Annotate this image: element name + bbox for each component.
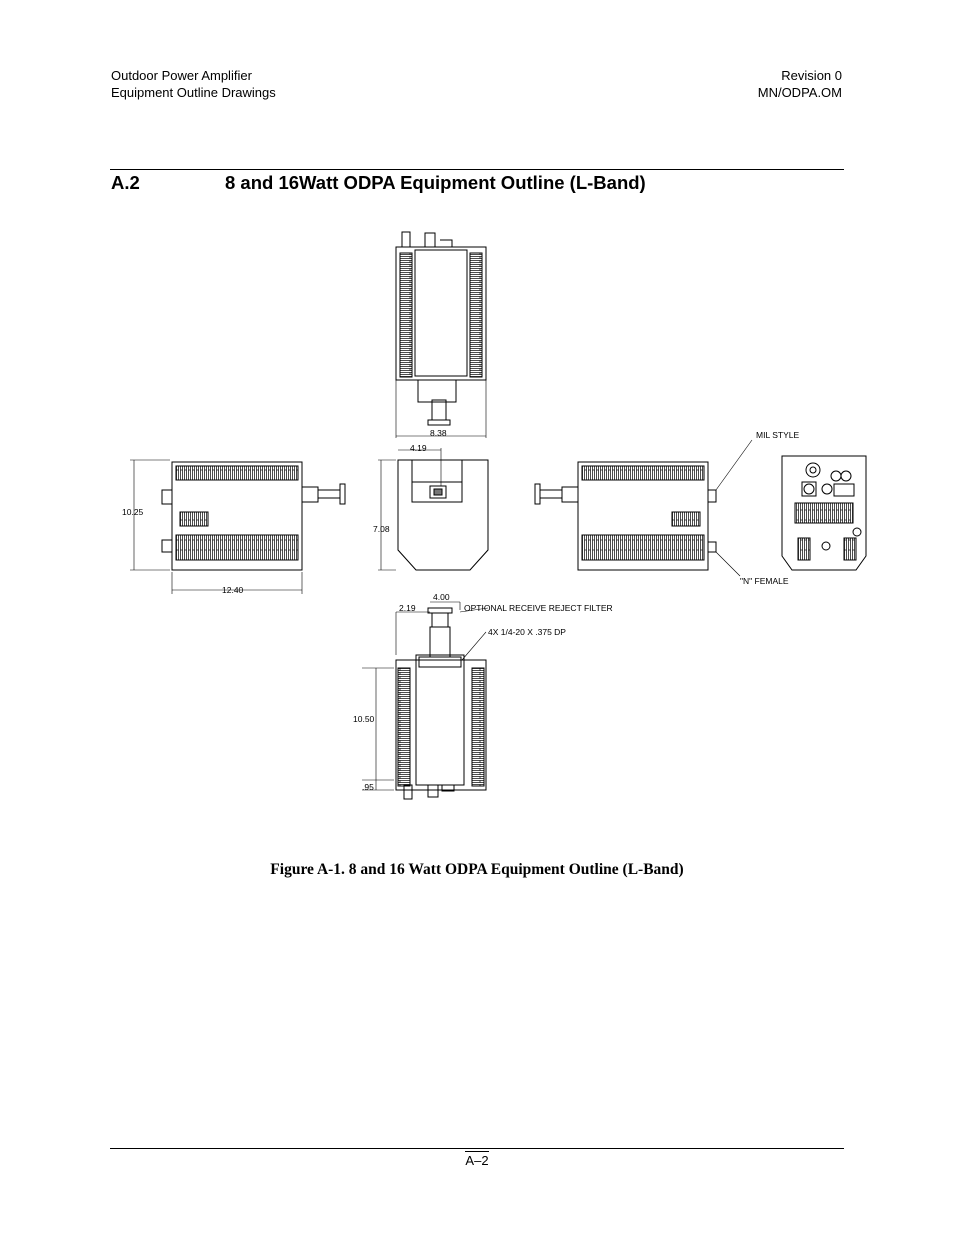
footer-rule	[110, 1148, 844, 1149]
right-side-view	[535, 440, 752, 576]
section-title: 8 and 16Watt ODPA Equipment Outline (L-Band)	[225, 172, 646, 193]
dim-side-width: 12.40	[222, 585, 244, 595]
header-doc-subtitle: Equipment Outline Drawings	[111, 85, 276, 100]
label-mil-style: MIL STYLE	[756, 430, 800, 440]
drawing-labels	[122, 428, 799, 792]
front-view	[378, 448, 488, 570]
dim-bottom-filter: 4.00	[433, 592, 450, 602]
left-side-view	[130, 460, 345, 594]
label-n-female: "N" FEMALE	[740, 576, 789, 586]
footer	[0, 1153, 954, 1168]
dim-side-height: 10.25	[122, 507, 144, 517]
section-number: A.2	[111, 172, 140, 193]
dim-bottom-length: 10.50	[353, 714, 375, 724]
dim-bottom-edge: .95	[362, 782, 374, 792]
page-number: A–2	[465, 1153, 489, 1168]
dim-top-width: 8.38	[430, 428, 447, 438]
label-filter: OPTIONAL RECEIVE REJECT FILTER	[464, 603, 613, 613]
connector-panel-view	[782, 456, 866, 570]
header-revision: Revision 0	[781, 68, 842, 83]
header-doc-number: MN/ODPA.OM	[757, 85, 842, 100]
bottom-view	[362, 602, 488, 799]
figure-caption: Figure A-1. 8 and 16 Watt ODPA Equipment Outline (L-Band)	[270, 861, 684, 878]
dim-front-height: 7.08	[373, 524, 390, 534]
dim-front-offset: 4.19	[410, 443, 427, 453]
label-holes: 4X 1/4-20 X .375 DP	[488, 627, 566, 637]
top-view	[396, 232, 486, 438]
dim-bottom-offset: 2.19	[399, 603, 416, 613]
header-doc-title: Outdoor Power Amplifier	[111, 68, 252, 83]
